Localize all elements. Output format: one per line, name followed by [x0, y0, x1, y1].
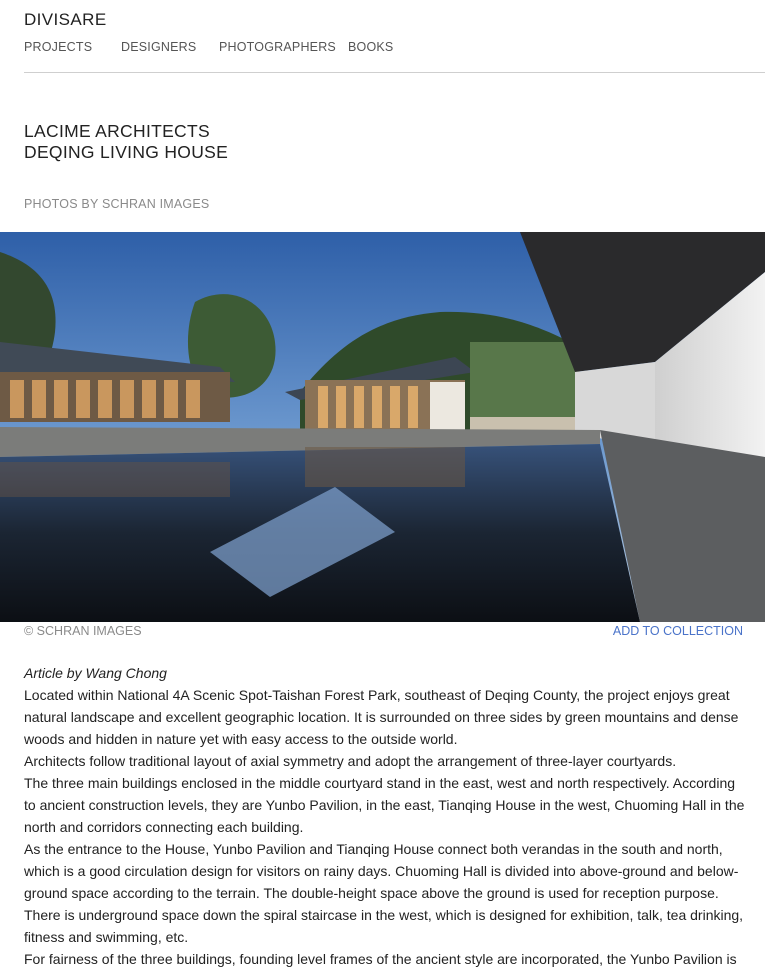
add-to-collection-link[interactable]: ADD TO COLLECTION — [612, 624, 743, 638]
article-paragraph: For fairness of the three buildings, founding level frames of the ancient style are incorporated, the Yunbo Pavilion is — [24, 951, 737, 967]
nav-books[interactable]: BOOKS — [348, 40, 394, 54]
image-caption: © SCHRAN IMAGES — [24, 624, 142, 638]
page-title — [24, 121, 228, 163]
project-name: DEQING LIVING HOUSE — [24, 142, 229, 162]
project-photo[interactable] — [0, 232, 765, 622]
article-byline: Article by Wang Chong — [24, 665, 167, 681]
nav-photographers[interactable]: PHOTOGRAPHERS — [219, 40, 336, 54]
courtyard-pool-image — [0, 232, 765, 622]
article-paragraph: The three main buildings enclosed in the middle courtyard stand in the east, west and north respectively. According to ancient construction levels, they are Yunbo Pavilion, in the east, Tianqing House in the west, Chuoming Hall in the north and corridors connecting each building. — [24, 775, 745, 835]
nav-projects[interactable]: PROJECTS — [24, 40, 93, 54]
article-paragraph: As the entrance to the House, Yunbo Pavilion and Tianqing House connect both verandas in the south and north, which is a good circulation design for visitors on rainy days. Chuoming Hall is divided into above-ground and below-ground space according to the terrain. The double-height space above the ground is used for reception purpose. There is underground space down the spiral staircase in the west, which is designed for exhibition, talk, tea drinking, fitness and swimming, etc. — [24, 841, 744, 945]
header-divider — [24, 72, 765, 73]
article-paragraph: Located within National 4A Scenic Spot-Taishan Forest Park, southeast of Deqing County, the project enjoys great natural landscape and excellent geographic location. It is surrounded on three sides by green mountains and dense woods and hidden in nature yet with easy access to the outside world. — [24, 687, 739, 747]
architect-name[interactable]: LACIME ARCHITECTS — [24, 121, 210, 141]
article-body — [24, 662, 746, 970]
nav-designers[interactable]: DESIGNERS — [121, 40, 197, 54]
site-logo[interactable]: DIVISARE — [24, 10, 107, 29]
article-paragraph: Architects follow traditional layout of axial symmetry and adopt the arrangement of three-layer courtyards. — [24, 753, 677, 769]
photos-credit[interactable]: PHOTOS BY SCHRAN IMAGES — [24, 197, 210, 211]
